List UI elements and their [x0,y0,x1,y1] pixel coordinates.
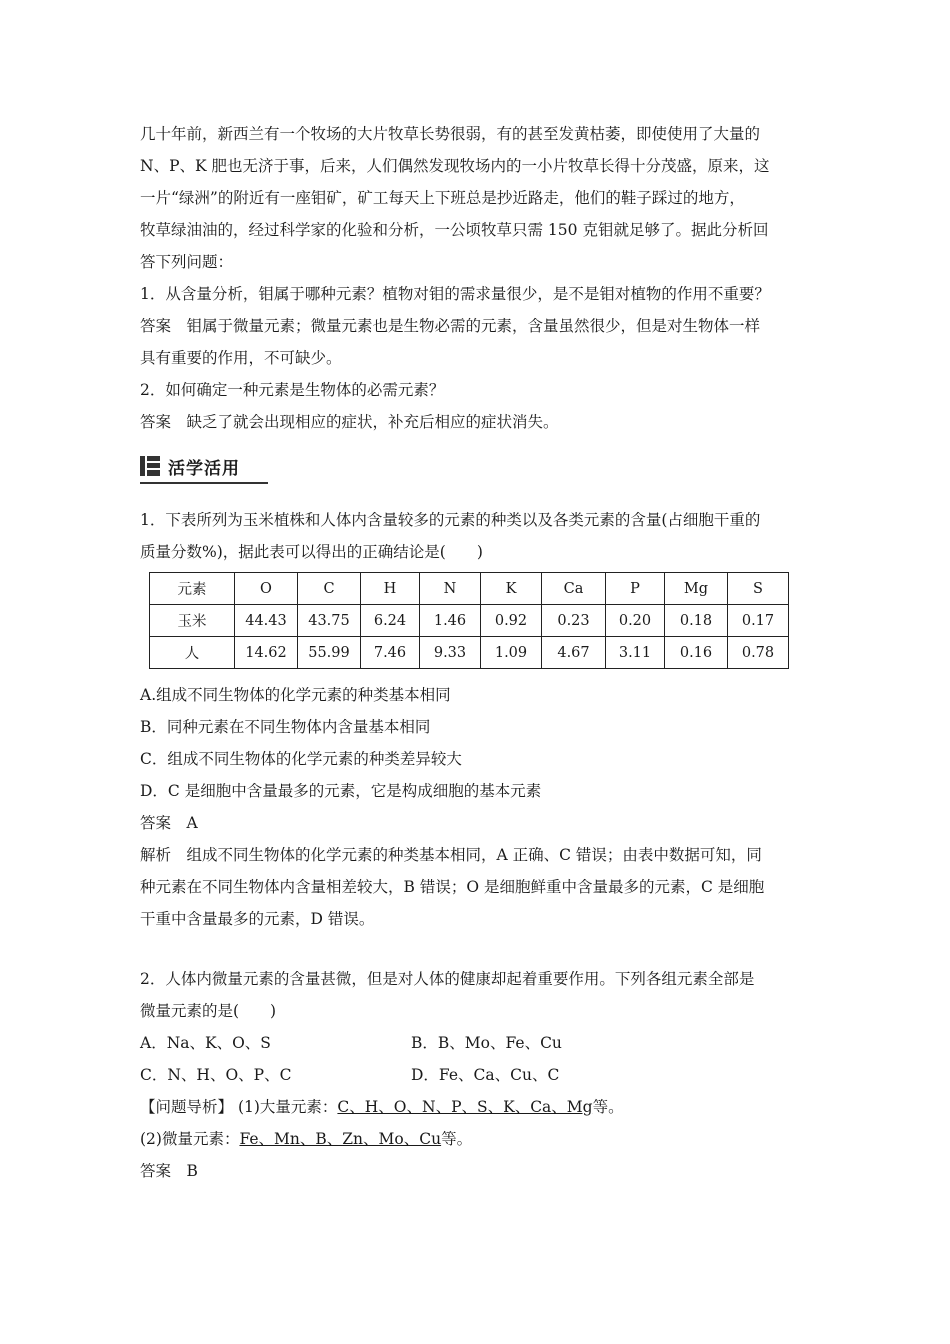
table-cell: 6.24 [361,605,420,637]
q2-option-b: B．B、Mo、Fe、Cu [411,1034,562,1052]
q2-options-row [140,1027,812,1059]
intro-question-1: 1．从含量分析，钼属于哪种元素？植物对钼的需求量很少，是不是钼对植物的作用不重要？ [140,285,770,303]
table-cell: S [728,573,789,605]
q1-answer: 答案 A [140,814,198,832]
intro-line: 一片“绿洲”的附近有一座钼矿，矿工每天上下班总是抄近路走，他们的鞋子踩过的地方， [140,189,745,207]
table-cell: Mg [665,573,728,605]
table-header-row [150,573,789,605]
q2-guide2-prefix: (2)微量元素： [140,1130,240,1148]
q2-guide2-suffix: 等。 [441,1130,473,1148]
element-content-table [149,572,789,669]
table-cell: 0.17 [728,605,789,637]
table-cell: O [235,573,298,605]
table-cell: 1.09 [481,637,542,669]
intro-line: 几十年前，新西兰有一个牧场的大片牧草长势很弱，有的甚至发黄枯萎，即使使用了大量的 [140,125,761,143]
intro-line: 答下列问题： [140,253,234,271]
q2-guide-line-1 [140,1091,812,1123]
table-cell: 9.33 [420,637,481,669]
intro-passage [140,118,812,278]
table-cell: H [361,573,420,605]
table-cell: 43.75 [298,605,361,637]
table-cell: P [606,573,665,605]
table-cell: 玉米 [150,605,235,637]
table-row [150,605,789,637]
q1-option-d: D．C 是细胞中含量最多的元素，它是构成细胞的基本元素 [140,782,542,800]
table-cell: 0.18 [665,605,728,637]
q1-option-b: B．同种元素在不同生物体内含量基本相同 [140,718,431,736]
table-cell: 0.16 [665,637,728,669]
q2-option-d: D．Fe、Ca、Cu、C [411,1066,560,1084]
q2-options-row [140,1059,812,1091]
intro-answer-2: 答案 缺乏了就会出现相应的症状，补充后相应的症状消失。 [140,413,559,431]
q2-guide-label: 【问题导析】 [140,1098,234,1116]
section-heading [140,452,268,484]
q2-answer: 答案 B [140,1162,198,1180]
q2-guide-line-2 [140,1123,812,1155]
intro-answer-1-line: 具有重要的作用，不可缺少。 [140,349,342,367]
intro-line: 牧草绿油油的，经过科学家的化验和分析，一公顷牧草只需 150 克钼就足够了。据此分析回 [140,221,769,239]
table-cell: C [298,573,361,605]
q2-option-a: A．Na、K、O、S [140,1034,271,1052]
section-title: 活学活用 [168,458,240,479]
document-page [140,118,812,1187]
table-cell: 44.43 [235,605,298,637]
q1-option-c: C．组成不同生物体的化学元素的种类差异较大 [140,750,462,768]
q1-analysis-line: 干重中含量最多的元素，D 错误。 [140,910,375,928]
table-cell: 1.46 [420,605,481,637]
table-cell: 0.23 [542,605,606,637]
q1-stem-line: 1．下表所列为玉米植株和人体内含量较多的元素的种类以及各类元素的含量(占细胞干重的 [140,511,761,529]
table-cell: 55.99 [298,637,361,669]
q2-option-c: C．N、H、O、P、C [140,1066,292,1084]
q1-analysis-line: 种元素在不同生物体内含量相差较大，B 错误；O 是细胞鲜重中含量最多的元素，C 是细胞 [140,878,765,896]
table-cell: 0.20 [606,605,665,637]
table-cell: Ca [542,573,606,605]
table-cell: 0.92 [481,605,542,637]
table-cell: 元素 [150,573,235,605]
intro-line: N、P、K 肥也无济于事，后来，人们偶然发现牧场内的一小片牧草长得十分茂盛，原来，这 [140,157,770,175]
intro-answer-1-line: 答案 钼属于微量元素；微量元素也是生物必需的元素，含量虽然很少，但是对生物体一样 [140,317,761,335]
q1-stem-line: 质量分数%)，据此表可以得出的正确结论是( ) [140,543,483,561]
table-cell: 人 [150,637,235,669]
table-row [150,637,789,669]
table-cell: 0.78 [728,637,789,669]
intro-question-2: 2．如何确定一种元素是生物体的必需元素？ [140,381,445,399]
table-cell: 7.46 [361,637,420,669]
table-cell: K [481,573,542,605]
q2-guide2-elements: Fe、Mn、B、Zn、Mo、Cu [239,1130,442,1148]
q1-option-a: A.组成不同生物体的化学元素的种类基本相同 [140,686,451,704]
table-cell: N [420,573,481,605]
q2-guide1-suffix: 等。 [592,1098,624,1116]
q2-guide1-prefix: (1)大量元素： [237,1098,338,1116]
section-list-icon [140,456,160,476]
q2-guide1-elements: C、H、O、N、P、S、K、Ca、Mg [337,1098,593,1116]
q2-stem-line: 微量元素的是( ) [140,1002,277,1020]
q1-analysis-line: 解析 组成不同生物体的化学元素的种类基本相同，A 正确、C 错误；由表中数据可知，同 [140,846,762,864]
table-cell: 3.11 [606,637,665,669]
table-cell: 14.62 [235,637,298,669]
table-cell: 4.67 [542,637,606,669]
q2-stem-line: 2．人体内微量元素的含量甚微，但是对人体的健康却起着重要作用。下列各组元素全部是 [140,970,755,988]
